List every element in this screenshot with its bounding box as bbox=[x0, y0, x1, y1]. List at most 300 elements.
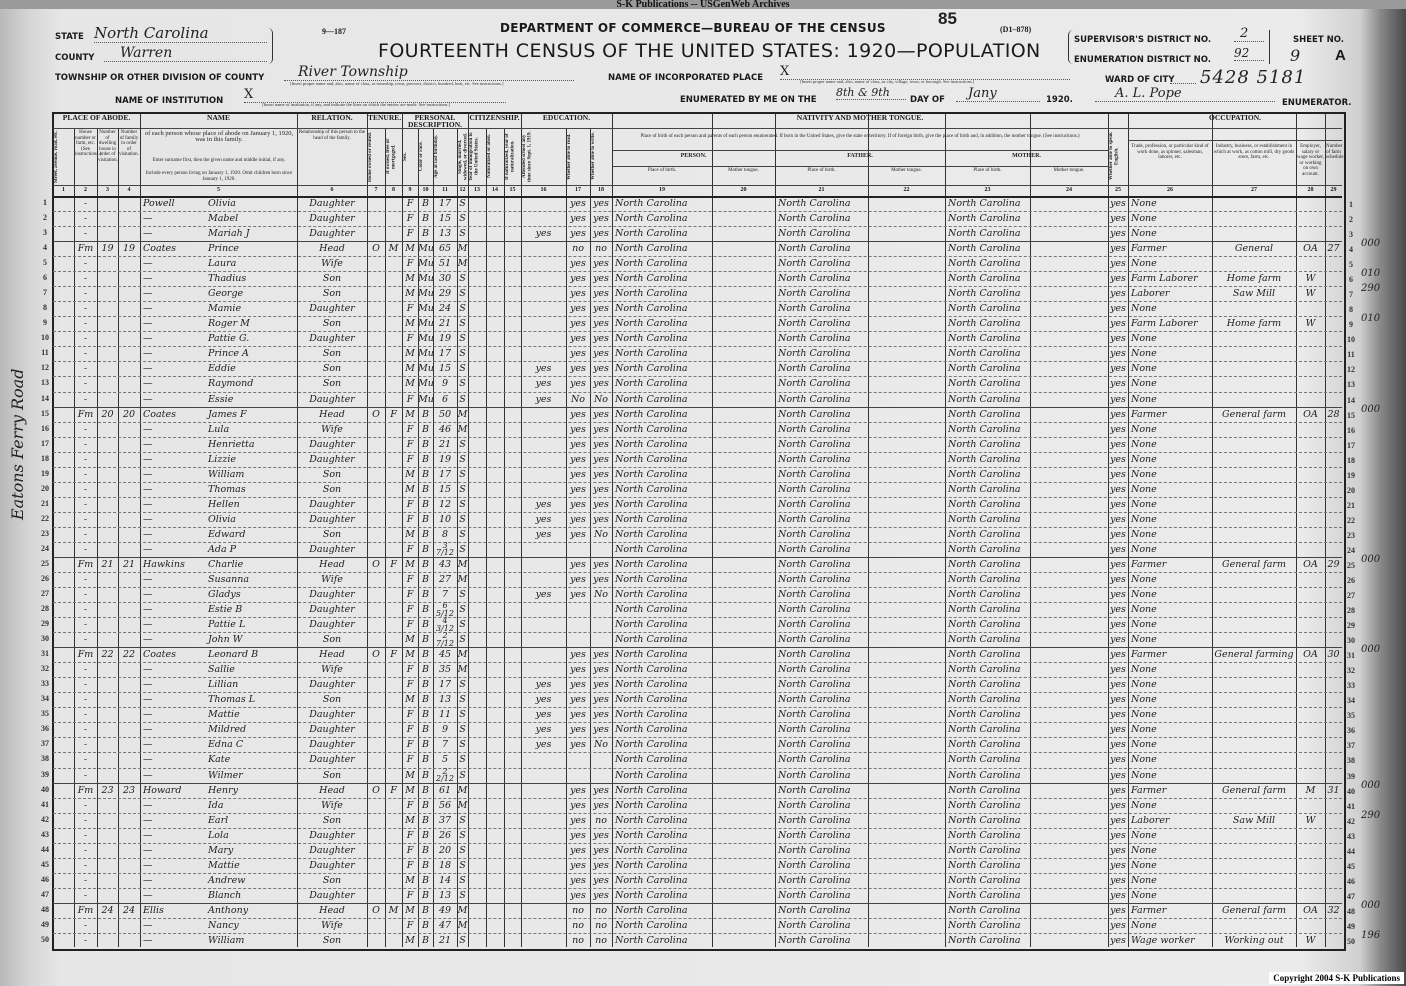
cell-birthplace: North Carolina bbox=[615, 558, 688, 570]
cell-birthplace: North Carolina bbox=[615, 528, 688, 540]
cell-surname: — bbox=[143, 513, 153, 525]
cell-house: - bbox=[83, 859, 88, 871]
cell-given-name: Edna C bbox=[208, 739, 244, 751]
cell-surname: — bbox=[143, 754, 153, 766]
column-divider bbox=[486, 128, 487, 947]
cell-read: yes bbox=[570, 574, 586, 585]
cell-occupation: Farmer bbox=[1131, 649, 1167, 661]
cell-marital: S bbox=[459, 483, 466, 495]
cell-write: yes bbox=[593, 348, 609, 360]
cell-english: yes bbox=[1110, 634, 1126, 646]
cell-write: yes bbox=[593, 258, 609, 270]
cell-age: 7 bbox=[441, 589, 449, 601]
cell-sex: M bbox=[405, 318, 415, 330]
cell-marital: M bbox=[457, 904, 468, 916]
cell-relation: Wife bbox=[321, 423, 343, 435]
enumerated-days: 8th & 9th bbox=[836, 86, 906, 100]
column-number: 4 bbox=[127, 187, 131, 193]
cell-age: 9 bbox=[441, 378, 449, 390]
cell-occupation: None bbox=[1131, 378, 1157, 390]
cell-age: 9 bbox=[441, 724, 449, 736]
cell-marital: S bbox=[459, 543, 466, 555]
cell-english: yes bbox=[1110, 228, 1126, 240]
cell-age: 6 bbox=[441, 393, 449, 405]
cell-given-name: Pattie L bbox=[208, 619, 246, 631]
cell-surname: — bbox=[143, 378, 153, 390]
cell-age: 15 bbox=[438, 363, 452, 375]
cell-given-name: Sallie bbox=[208, 664, 235, 676]
line-number-right: 26 bbox=[1347, 576, 1355, 585]
cell-marital: M bbox=[457, 784, 468, 796]
cell-given-name: Essie bbox=[208, 393, 234, 405]
column-number: 18 bbox=[598, 187, 604, 193]
cell-occupation: None bbox=[1131, 769, 1157, 781]
column-header-22: Mother tongue. bbox=[891, 168, 922, 173]
cell-given-name: Mattie bbox=[208, 709, 240, 721]
cell-mother-birthplace: North Carolina bbox=[948, 363, 1021, 375]
column-number: 17 bbox=[575, 187, 581, 193]
cell-sex: F bbox=[406, 889, 414, 901]
cell-surname: — bbox=[143, 664, 153, 676]
cell-industry: Home farm bbox=[1226, 273, 1282, 285]
column-number: 15 bbox=[509, 187, 516, 193]
group-header-name: NAME bbox=[207, 113, 230, 122]
cell-birthplace: North Carolina bbox=[615, 589, 688, 601]
cell-color: B bbox=[422, 679, 429, 691]
cell-color: B bbox=[422, 724, 429, 736]
cell-mother-birthplace: North Carolina bbox=[948, 664, 1021, 676]
cell-father-birthplace: North Carolina bbox=[778, 799, 851, 811]
cell-occupation: Farm Laborer bbox=[1131, 273, 1198, 285]
cell-occupation: None bbox=[1131, 619, 1157, 631]
cell-class: OA bbox=[1303, 558, 1318, 570]
cell-occupation: None bbox=[1131, 513, 1157, 525]
cell-given-name: Blanch bbox=[208, 889, 242, 901]
cell-birthplace: North Carolina bbox=[615, 438, 688, 450]
cell-color: B bbox=[422, 649, 429, 661]
cell-english: yes bbox=[1110, 844, 1126, 856]
cell-sex: F bbox=[406, 829, 414, 841]
cell-write: yes bbox=[593, 333, 609, 345]
cell-school: yes bbox=[535, 709, 552, 721]
cell-given-name: Ada P bbox=[208, 543, 237, 555]
cell-relation: Head bbox=[319, 784, 345, 796]
line-number-left: 48 bbox=[41, 904, 49, 914]
cell-sex: M bbox=[405, 814, 415, 826]
cell-read: yes bbox=[570, 844, 586, 856]
cell-given-name: Thomas L bbox=[208, 694, 256, 706]
institution-value: X bbox=[244, 87, 506, 103]
group-header-tenure: TENURE. bbox=[368, 113, 402, 122]
cell-surname: — bbox=[143, 634, 153, 646]
cell-english: yes bbox=[1110, 438, 1126, 450]
cell-sex: F bbox=[406, 799, 414, 811]
cell-class: OA bbox=[1303, 408, 1318, 420]
column-divider bbox=[367, 113, 368, 947]
cell-marital: S bbox=[459, 634, 466, 646]
cell-birthplace: North Carolina bbox=[615, 649, 688, 661]
cell-age: 43 bbox=[438, 558, 452, 570]
incorporated-place-value: X bbox=[780, 64, 1070, 80]
cell-father-birthplace: North Carolina bbox=[778, 348, 851, 360]
cell-surname: Ellis bbox=[143, 904, 164, 916]
line-number-right: 21 bbox=[1347, 500, 1355, 510]
cell-english: yes bbox=[1110, 393, 1126, 405]
cell-english: yes bbox=[1110, 333, 1126, 345]
cell-write: no bbox=[595, 814, 607, 826]
cell-occupation: Laborer bbox=[1131, 288, 1170, 300]
cell-mother-birthplace: North Carolina bbox=[948, 604, 1021, 616]
cell-birthplace: North Carolina bbox=[615, 543, 688, 555]
cell-sex: M bbox=[405, 408, 415, 420]
line-number-right: 20 bbox=[1347, 485, 1355, 495]
column-header-2: House number or farm, etc. (See instructions.) bbox=[75, 130, 102, 157]
cell-house: - bbox=[83, 724, 88, 736]
group-header-nativity: NATIVITY AND MOTHER TONGUE. bbox=[796, 113, 924, 122]
cell-read: yes bbox=[570, 874, 586, 886]
cell-relation: Head bbox=[319, 558, 345, 570]
cell-occupation: None bbox=[1131, 258, 1157, 270]
cell-father-birthplace: North Carolina bbox=[778, 829, 851, 841]
cell-mother-birthplace: North Carolina bbox=[948, 438, 1021, 450]
month-value: Jany bbox=[956, 86, 1040, 102]
line-number-right: 28 bbox=[1347, 606, 1355, 616]
cell-marital: M bbox=[457, 243, 468, 255]
cell-dwelling: 19 bbox=[101, 243, 114, 255]
cell-read: No bbox=[570, 393, 586, 405]
cell-school: yes bbox=[535, 393, 552, 405]
cell-father-birthplace: North Carolina bbox=[778, 784, 851, 796]
cell-given-name: Olivia bbox=[208, 198, 236, 209]
cell-read: yes bbox=[570, 589, 586, 601]
cell-surname: — bbox=[143, 709, 153, 721]
cell-write: no bbox=[595, 904, 607, 916]
cell-relation: Son bbox=[322, 934, 342, 946]
cell-write: yes bbox=[593, 423, 609, 435]
cell-relation: Wife bbox=[321, 258, 343, 270]
cell-house: Fm bbox=[77, 558, 94, 570]
cell-school: yes bbox=[535, 739, 552, 751]
cell-write: yes bbox=[593, 829, 609, 841]
cell-read: yes bbox=[570, 363, 586, 375]
column-number: 1 bbox=[62, 187, 65, 193]
line-number-left: 37 bbox=[41, 739, 49, 749]
cell-birthplace: North Carolina bbox=[615, 934, 688, 946]
cell-family: 20 bbox=[122, 408, 136, 420]
cell-marital: S bbox=[459, 213, 466, 225]
cell-sex: M bbox=[405, 634, 415, 646]
column-number: 16 bbox=[540, 187, 547, 193]
cell-read: yes bbox=[570, 784, 586, 796]
cell-color: B bbox=[422, 709, 429, 721]
cell-english: yes bbox=[1110, 408, 1126, 420]
cell-color: B bbox=[422, 213, 429, 225]
district-bracket bbox=[1068, 30, 1073, 64]
cell-occupation: None bbox=[1131, 634, 1157, 646]
cell-write: yes bbox=[593, 513, 609, 525]
cell-school: yes bbox=[535, 513, 552, 525]
cell-color: B bbox=[422, 619, 429, 631]
cell-marital: S bbox=[459, 348, 466, 360]
cell-given-name: Lizzie bbox=[208, 453, 237, 465]
cell-occupation: None bbox=[1131, 303, 1157, 315]
line-number-left: 42 bbox=[41, 814, 49, 824]
cell-write: yes bbox=[593, 664, 609, 676]
cell-marital: M bbox=[457, 558, 468, 570]
cell-father-birthplace: North Carolina bbox=[778, 874, 851, 886]
cell-color: B bbox=[422, 859, 429, 871]
cell-surname: — bbox=[143, 333, 153, 345]
cell-mortgage: F bbox=[390, 649, 397, 661]
cell-surname: — bbox=[143, 273, 153, 285]
cell-mother-birthplace: North Carolina bbox=[948, 273, 1021, 285]
cell-father-birthplace: North Carolina bbox=[778, 228, 851, 240]
cell-color: Mu bbox=[418, 378, 434, 390]
cell-surname: — bbox=[143, 423, 153, 435]
cell-age: 15 bbox=[438, 213, 452, 225]
cell-occupation: None bbox=[1131, 498, 1157, 510]
cell-marital: S bbox=[459, 273, 466, 285]
name-subheading: of each person whose place of abode on January 1, 1920, was in this family. bbox=[144, 130, 294, 143]
cell-birthplace: North Carolina bbox=[615, 483, 688, 495]
cell-school: yes bbox=[535, 528, 552, 540]
cell-marital: M bbox=[457, 649, 468, 661]
cell-color: B bbox=[422, 874, 429, 886]
cell-industry: Working out bbox=[1224, 934, 1284, 946]
column-number: 12 bbox=[459, 187, 466, 193]
cell-father-birthplace: North Carolina bbox=[778, 318, 851, 330]
line-number-right: 43 bbox=[1347, 831, 1355, 841]
cell-color: Mu bbox=[418, 393, 434, 405]
cell-sex: M bbox=[405, 528, 415, 540]
cell-occupation: None bbox=[1131, 829, 1157, 841]
cell-marital: S bbox=[459, 694, 466, 706]
line-number-right: 11 bbox=[1347, 350, 1355, 360]
cell-marital: S bbox=[459, 528, 466, 540]
incorporated-place-label: NAME OF INCORPORATED PLACE bbox=[608, 73, 764, 83]
line-number-right: 29 bbox=[1347, 621, 1355, 631]
cell-mother-birthplace: North Carolina bbox=[948, 589, 1021, 601]
cell-write: yes bbox=[593, 799, 609, 811]
cell-color: B bbox=[422, 634, 429, 646]
cell-surname: — bbox=[143, 739, 153, 751]
cell-occupation: None bbox=[1131, 919, 1157, 931]
cell-sex: F bbox=[406, 393, 414, 405]
cell-father-birthplace: North Carolina bbox=[778, 408, 851, 420]
cell-house: - bbox=[83, 378, 88, 390]
cell-mother-birthplace: North Carolina bbox=[948, 348, 1021, 360]
line-number-right: 12 bbox=[1347, 365, 1355, 375]
cell-given-name: Susanna bbox=[208, 574, 250, 585]
cell-given-name: Wilmer bbox=[208, 769, 243, 781]
cell-read: yes bbox=[570, 739, 586, 751]
cell-house: - bbox=[83, 213, 88, 225]
line-number-right: 47 bbox=[1347, 891, 1355, 901]
cell-surname: Powell bbox=[143, 198, 175, 209]
cell-occupation: Farm Laborer bbox=[1131, 318, 1198, 330]
cell-father-birthplace: North Carolina bbox=[778, 934, 851, 946]
form-number: 9—187 bbox=[322, 27, 346, 36]
column-header-4: Number of family in order of visitation. bbox=[119, 130, 139, 157]
cell-given-name: Mabel bbox=[208, 213, 239, 225]
line-number-right: 23 bbox=[1347, 530, 1355, 540]
cell-write: yes bbox=[593, 288, 609, 300]
cell-color: Mu bbox=[418, 243, 434, 255]
enumeration-district-value: 92 bbox=[1234, 46, 1264, 61]
cell-house: - bbox=[83, 318, 88, 330]
cell-surname: — bbox=[143, 258, 153, 270]
cell-color: B bbox=[422, 498, 429, 510]
line-number-left: 49 bbox=[41, 919, 49, 929]
cell-age: 13 bbox=[438, 694, 452, 706]
cell-age: 7 bbox=[441, 739, 449, 751]
cell-house: - bbox=[83, 393, 88, 405]
group-header-education: EDUCATION. bbox=[542, 113, 591, 122]
cell-given-name: Gladys bbox=[208, 589, 241, 601]
cell-father-birthplace: North Carolina bbox=[778, 423, 851, 435]
cell-sex: F bbox=[406, 574, 414, 585]
cell-english: yes bbox=[1110, 604, 1126, 616]
cell-given-name: Mattie bbox=[208, 859, 240, 871]
cell-surname: — bbox=[143, 814, 153, 826]
column-header-1: Street, avenue, road, etc. bbox=[54, 130, 59, 183]
cell-father-birthplace: North Carolina bbox=[778, 709, 851, 721]
cell-write: yes bbox=[593, 889, 609, 901]
cell-marital: S bbox=[459, 198, 466, 209]
line-number-left: 25 bbox=[41, 558, 49, 568]
cell-read: yes bbox=[570, 679, 586, 691]
cell-birthplace: North Carolina bbox=[615, 243, 688, 255]
cell-given-name: Estie B bbox=[208, 604, 243, 616]
cell-write: yes bbox=[593, 378, 609, 390]
cell-color: B bbox=[422, 589, 429, 601]
line-number-right: 42 bbox=[1347, 816, 1355, 826]
cell-read: yes bbox=[570, 829, 586, 841]
line-number-right: 9 bbox=[1349, 320, 1353, 330]
cell-birthplace: North Carolina bbox=[615, 709, 688, 721]
cell-color: B bbox=[422, 904, 429, 916]
cell-father-birthplace: North Carolina bbox=[778, 589, 851, 601]
cell-class: M bbox=[1305, 784, 1316, 796]
cell-english: yes bbox=[1110, 363, 1126, 375]
line-number-left: 21 bbox=[41, 498, 49, 508]
cell-father-birthplace: North Carolina bbox=[778, 393, 851, 405]
cell-father-birthplace: North Carolina bbox=[778, 453, 851, 465]
cell-english: yes bbox=[1110, 423, 1126, 435]
cell-age: 19 bbox=[438, 453, 452, 465]
cell-house: - bbox=[83, 769, 88, 781]
cell-given-name: Earl bbox=[208, 814, 229, 826]
cell-birthplace: North Carolina bbox=[615, 393, 688, 405]
cell-given-name: Prince bbox=[208, 243, 240, 255]
line-number-left: 27 bbox=[41, 589, 49, 599]
cell-father-birthplace: North Carolina bbox=[778, 528, 851, 540]
cell-industry: General farming bbox=[1214, 649, 1294, 661]
cell-english: yes bbox=[1110, 694, 1126, 706]
cell-english: yes bbox=[1110, 739, 1126, 751]
cell-relation: Son bbox=[322, 634, 342, 646]
cell-surname: — bbox=[143, 619, 153, 631]
cell-age: 15 bbox=[438, 483, 452, 495]
cell-occupation: None bbox=[1131, 844, 1157, 856]
cell-occupation: None bbox=[1131, 874, 1157, 886]
cell-relation: Daughter bbox=[309, 604, 355, 616]
cell-surname: — bbox=[143, 574, 153, 585]
cell-industry: General farm bbox=[1222, 784, 1286, 796]
cell-relation: Head bbox=[319, 408, 345, 420]
cell-color: Mu bbox=[418, 348, 434, 360]
cell-given-name: Edward bbox=[208, 528, 246, 540]
line-number-right: 36 bbox=[1347, 726, 1355, 736]
cell-age: 37 bbox=[438, 814, 452, 826]
cell-given-name: Charlie bbox=[208, 558, 244, 570]
cell-english: yes bbox=[1110, 483, 1126, 495]
enumerator-label: ENUMERATOR. bbox=[1282, 98, 1352, 108]
cell-sex: M bbox=[405, 273, 415, 285]
cell-school: yes bbox=[535, 498, 552, 510]
line-number-left: 10 bbox=[41, 333, 49, 343]
cell-write: yes bbox=[593, 694, 609, 706]
cell-surname: — bbox=[143, 468, 153, 480]
line-number-left: 32 bbox=[41, 664, 49, 674]
cell-father-birthplace: North Carolina bbox=[778, 679, 851, 691]
line-number-right: 48 bbox=[1347, 906, 1355, 916]
cell-mother-birthplace: North Carolina bbox=[948, 619, 1021, 631]
cell-class: W bbox=[1305, 273, 1316, 285]
cell-write: yes bbox=[593, 468, 609, 480]
cell-relation: Son bbox=[322, 468, 342, 480]
cell-age: 13 bbox=[438, 228, 452, 240]
cell-house: - bbox=[83, 889, 88, 901]
group-header-citizenship: CITIZENSHIP. bbox=[469, 113, 520, 122]
cell-mother-birthplace: North Carolina bbox=[948, 784, 1021, 796]
cell-house: - bbox=[83, 709, 88, 721]
cell-write: yes bbox=[593, 483, 609, 495]
cell-color: B bbox=[422, 889, 429, 901]
cell-relation: Wife bbox=[321, 574, 343, 585]
cell-house: - bbox=[83, 634, 88, 646]
cell-english: yes bbox=[1110, 453, 1126, 465]
margin-note: 000 bbox=[1361, 553, 1381, 565]
cell-mother-birthplace: North Carolina bbox=[948, 228, 1021, 240]
line-number-right: 13 bbox=[1347, 380, 1355, 390]
line-number-right: 24 bbox=[1347, 545, 1355, 555]
cell-color: B bbox=[422, 574, 429, 585]
cell-sex: F bbox=[406, 228, 414, 240]
cell-father-birthplace: North Carolina bbox=[778, 513, 851, 525]
cell-birthplace: North Carolina bbox=[615, 844, 688, 856]
cell-sex: F bbox=[406, 604, 414, 616]
line-number-right: 25 bbox=[1347, 560, 1355, 570]
cell-father-birthplace: North Carolina bbox=[778, 769, 851, 781]
cell-marital: S bbox=[459, 679, 466, 691]
cell-father-birthplace: North Carolina bbox=[778, 198, 851, 209]
cell-dwelling: 23 bbox=[101, 784, 114, 796]
column-header-28: Employer, salary or wage worker, or working on own account. bbox=[1297, 144, 1325, 177]
cell-given-name: William bbox=[208, 934, 245, 946]
cell-age: 24 bbox=[438, 303, 452, 315]
column-header-25: Whether able to speak English. bbox=[1109, 132, 1120, 181]
cell-dwelling: 21 bbox=[101, 558, 114, 570]
cell-age: 20 bbox=[438, 844, 452, 856]
line-number-left: 43 bbox=[41, 829, 49, 839]
column-divider bbox=[504, 128, 505, 947]
line-number-left: 12 bbox=[41, 363, 49, 373]
cell-marital: S bbox=[459, 318, 466, 330]
cell-sex: F bbox=[406, 498, 414, 510]
cell-sex: F bbox=[406, 453, 414, 465]
cell-relation: Daughter bbox=[309, 589, 355, 601]
